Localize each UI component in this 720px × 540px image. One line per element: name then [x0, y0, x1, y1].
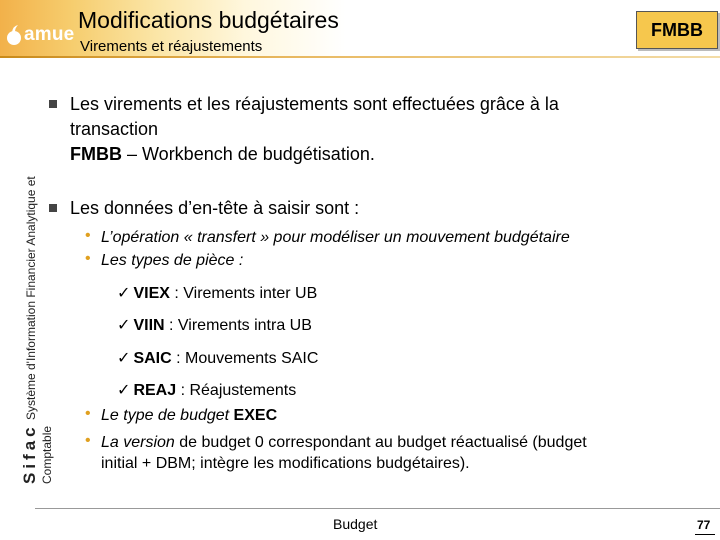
check-icon: ✓ [117, 285, 131, 302]
check-desc: : Virements inter UB [169, 285, 318, 302]
square-bullet-icon [49, 100, 57, 108]
sub-bullet-icon: • [85, 250, 91, 267]
version-text-1: de budget 0 correspondant au budget réactualisé (budget [174, 434, 587, 451]
bullet-transaction-line1: Les virements et les réajustements sont effectuées grâce à la [70, 94, 559, 114]
check-item-saic [117, 348, 318, 369]
version-label: La version [101, 434, 175, 451]
bullet-transaction [70, 92, 670, 167]
check-code: SAIC [133, 350, 172, 367]
sub-item-operation-text: L’opération « transfert » pour modéliser un mouvement budgétaire [101, 229, 570, 246]
budget-type-label: Le type de budget [101, 407, 230, 424]
bullet-header-data: Les données d’en-tête à saisir sont : [70, 198, 360, 218]
side-label-brand: Sifac [20, 423, 39, 484]
side-label-line2: Comptable [40, 425, 54, 484]
check-item-reaj [117, 380, 296, 401]
side-label-line1 [20, 84, 40, 484]
transaction-code-badge: FMBB [636, 11, 718, 49]
sub-item-operation [101, 227, 570, 248]
page-subtitle: Virements et réajustements [80, 38, 263, 55]
check-desc: : Réajustements [176, 382, 297, 399]
sub-bullet-icon: • [85, 227, 91, 244]
check-item-viin [117, 315, 312, 336]
budget-type-value: EXEC [229, 407, 278, 424]
version-text-2: initial + DBM; intègre les modifications budgétaires). [101, 455, 470, 472]
footer-section-label: Budget [333, 516, 378, 532]
bullet-transaction-line2: transaction [70, 119, 159, 139]
sub-item-doc-types [101, 250, 243, 271]
amue-logo [6, 22, 74, 48]
sub-item-budget-type [101, 405, 277, 426]
side-label-text: Système d'Information Financier Analytique et [24, 176, 38, 421]
header-divider [0, 56, 720, 58]
sub-item-version [101, 432, 661, 474]
page-title: Modifications budgétaires [78, 7, 339, 33]
check-code: VIIN [133, 317, 165, 334]
check-desc: : Mouvements SAIC [171, 350, 319, 367]
side-label [20, 84, 60, 484]
check-desc: : Virements intra UB [164, 317, 312, 334]
check-icon: ✓ [117, 350, 131, 367]
sub-item-doc-types-text: Les types de pièce : [101, 252, 244, 269]
check-code: VIEX [133, 285, 170, 302]
check-icon: ✓ [117, 317, 131, 334]
page-number-underline [695, 534, 715, 535]
logo-text: amue [24, 24, 75, 45]
sub-bullet-icon: • [85, 432, 91, 449]
page-number: 77 [697, 518, 711, 532]
bullet-transaction-line3 [70, 142, 670, 167]
transaction-desc: – Workbench de budgétisation. [122, 144, 375, 164]
logo-mark-icon [6, 24, 22, 46]
sub-bullet-icon: • [85, 405, 91, 422]
check-item-viex [117, 283, 317, 304]
check-icon: ✓ [117, 382, 131, 399]
check-code: REAJ [133, 382, 177, 399]
footer-divider [35, 508, 720, 509]
transaction-code: FMBB [70, 144, 122, 164]
square-bullet-icon [49, 204, 57, 212]
